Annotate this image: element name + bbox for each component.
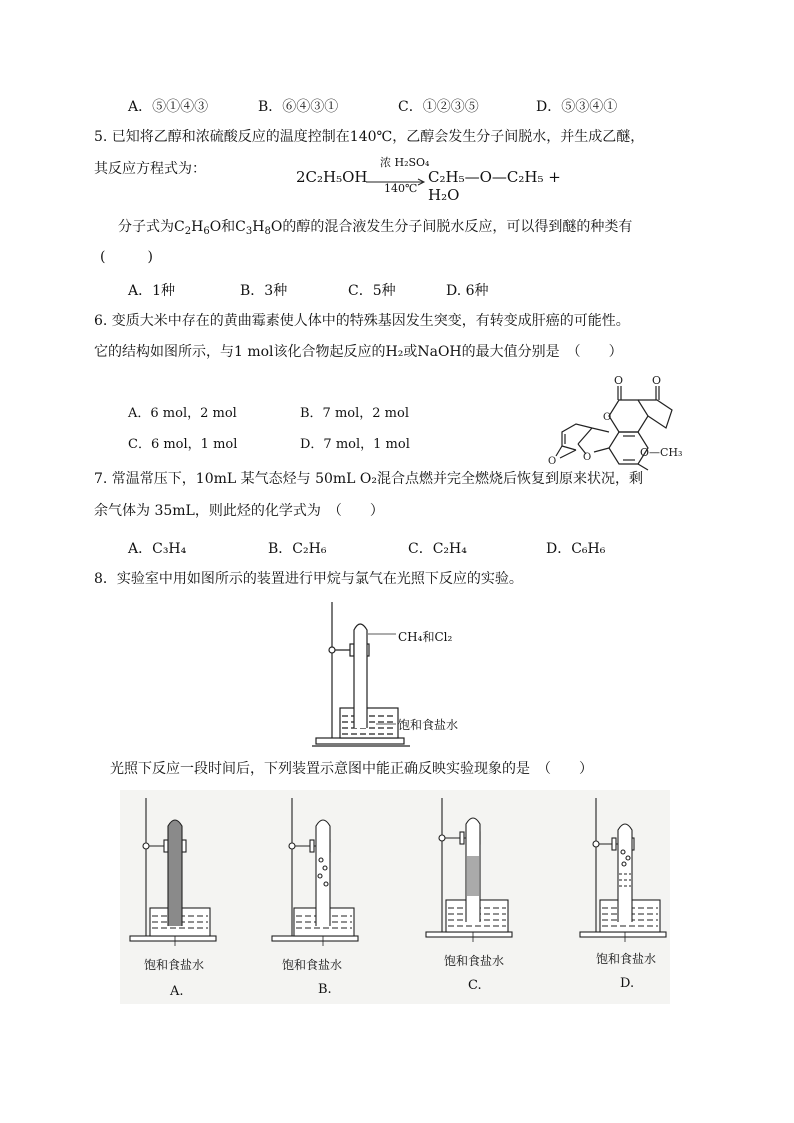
q5-line1: 5. 已知将乙醇和浓硫酸反应的温度控制在140℃，乙醇会发生分子间脱水，并生成乙醚， bbox=[94, 129, 645, 145]
svg-text:O: O bbox=[548, 456, 557, 467]
q6-option-d[interactable]: D．7 mol，1 mol bbox=[300, 437, 410, 452]
q5-line3 bbox=[118, 218, 632, 241]
choice-d-letter[interactable]: D. bbox=[620, 976, 635, 991]
q5-line3-c: O和C bbox=[209, 219, 246, 235]
equation-product: C₂H₅—O—C₂H₅ + H₂O bbox=[428, 168, 561, 204]
svg-text:O: O bbox=[603, 412, 612, 423]
choice-a-letter[interactable]: A. bbox=[170, 984, 184, 999]
equation-catalyst: 浓 H₂SO₄ bbox=[380, 156, 430, 169]
q6-option-a[interactable]: A．6 mol，2 mol bbox=[128, 406, 237, 421]
choice-d-liquid-label: 饱和食盐水 bbox=[596, 952, 657, 966]
q8-line1: 8．实验室中用如图所示的装置进行甲烷与氯气在光照下反应的实验。 bbox=[94, 571, 523, 587]
choice-b-liquid-label: 饱和食盐水 bbox=[282, 958, 343, 972]
q5-option-d[interactable]: D. 6种 bbox=[446, 283, 489, 299]
q4-option-c[interactable]: C．①②③⑤ bbox=[398, 99, 479, 115]
choice-c-letter[interactable]: C. bbox=[468, 978, 482, 993]
q5-line3-d: H bbox=[252, 219, 265, 235]
equation-reactant: 2C₂H₅OH bbox=[296, 168, 368, 186]
equation-temperature: 140℃ bbox=[384, 182, 418, 195]
choice-a-diagram[interactable] bbox=[128, 796, 232, 946]
q5-sub1: 2 bbox=[184, 226, 192, 237]
aflatoxin-structure bbox=[548, 370, 698, 470]
q5-sub3: 3 bbox=[245, 226, 253, 237]
svg-text:O: O bbox=[583, 452, 592, 463]
q5-line2: 其反应方程式为： bbox=[94, 161, 206, 177]
q8-line2: 光照下反应一段时间后，下列装置示意图中能正确反映实验现象的是 （ ） bbox=[110, 761, 593, 777]
q7-option-d[interactable]: D．C₆H₆ bbox=[546, 541, 606, 557]
q7-option-b[interactable]: B．C₂H₆ bbox=[268, 541, 327, 557]
q7-line2: 余气体为 35mL，则此烃的化学式为 （ ） bbox=[94, 503, 384, 519]
choice-a-liquid-label: 饱和食盐水 bbox=[144, 958, 205, 972]
q6-line1: 6. 变质大米中存在的黄曲霉素使人体中的特殊基因发生突变，有转变成肝癌的可能性。 bbox=[94, 313, 630, 329]
q5-equation bbox=[296, 156, 596, 204]
q5-option-c[interactable]: C．5种 bbox=[348, 283, 396, 299]
q7-option-a[interactable]: A．C₃H₄ bbox=[128, 541, 187, 557]
svg-text:O: O bbox=[614, 374, 624, 387]
choice-c-diagram[interactable] bbox=[424, 796, 528, 946]
choice-d-diagram[interactable] bbox=[578, 796, 682, 946]
q4-option-a[interactable]: A．⑤①④③ bbox=[128, 99, 209, 115]
apparatus-liquid-label: 饱和食盐水 bbox=[398, 718, 459, 732]
apparatus-gas-label: CH₄和Cl₂ bbox=[398, 630, 453, 644]
q5-line3-b: H bbox=[191, 219, 204, 235]
methoxy-label: O—CH₃ bbox=[640, 446, 683, 459]
q6-option-c[interactable]: C．6 mol，1 mol bbox=[128, 437, 238, 452]
q6-line2: 它的结构如图所示，与1 mol该化合物起反应的H₂或NaOH的最大值分别是 （ ） bbox=[94, 344, 623, 360]
q5-sub4: 8 bbox=[264, 226, 271, 237]
q5-option-b[interactable]: B．3种 bbox=[240, 283, 288, 299]
choice-b-diagram[interactable] bbox=[270, 796, 374, 946]
q7-line1: 7. 常温常压下，10mL 某气态烃与 50mL O₂混合点燃并完全燃烧后恢复到原来状况，剩 bbox=[94, 471, 644, 487]
q5-option-a[interactable]: A．1种 bbox=[128, 283, 176, 299]
q5-answer-paren: ( ) bbox=[100, 249, 153, 265]
q5-line3-e: O的醇的混合液发生分子间脱水反应，可以得到醚的种类有 bbox=[270, 219, 633, 235]
q6-option-b[interactable]: B．7 mol，2 mol bbox=[300, 406, 409, 421]
q4-option-d[interactable]: D．⑤③④① bbox=[536, 99, 618, 115]
q5-sub2: 6 bbox=[203, 226, 210, 237]
svg-text:O: O bbox=[652, 374, 662, 387]
q4-option-b[interactable]: B．⑥④③① bbox=[258, 99, 339, 115]
q7-option-c[interactable]: C．C₂H₄ bbox=[408, 541, 467, 557]
choice-c-liquid-label: 饱和食盐水 bbox=[444, 954, 505, 968]
q5-line3-a: 分子式为C bbox=[118, 219, 185, 235]
choice-b-letter[interactable]: B. bbox=[318, 982, 332, 997]
